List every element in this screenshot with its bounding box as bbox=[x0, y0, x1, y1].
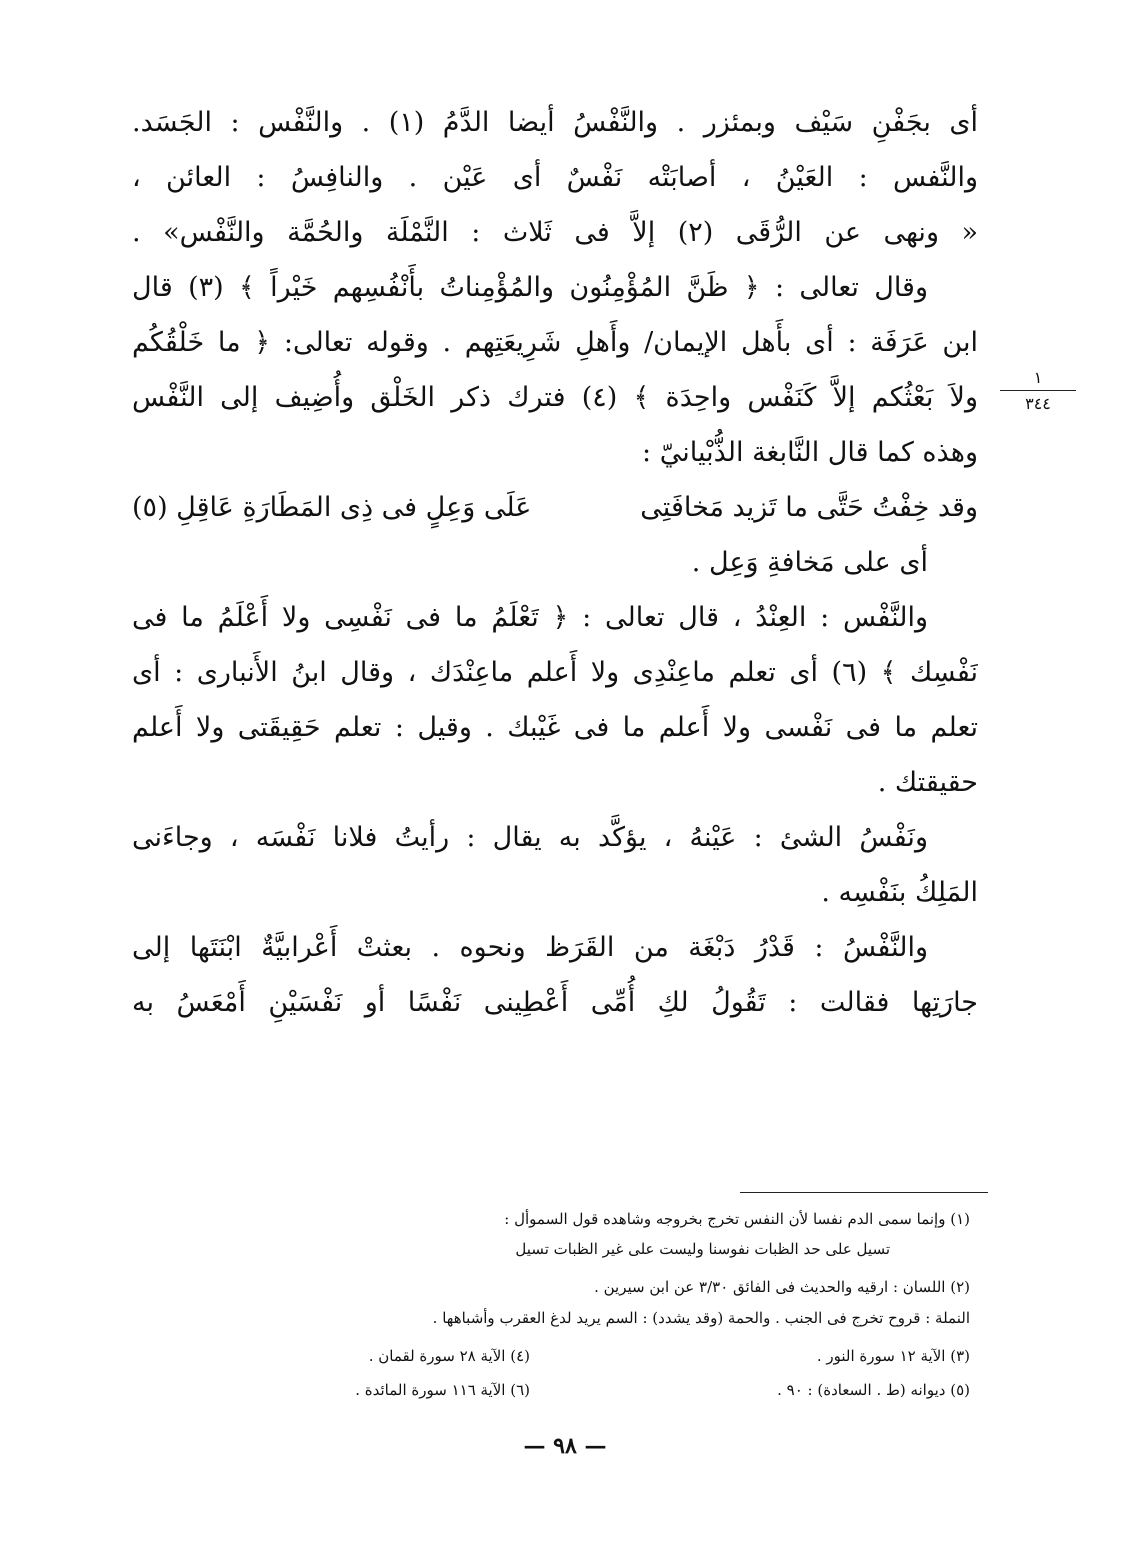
poem-hemistich-left: عَلَى وَعِلٍ فى ذِى المَطَارَةِ عَاقِلِ (٥) bbox=[132, 492, 532, 523]
footnote-2-gloss: النملة : قروح تخرج فى الجنب . والحمة (وقد يشدد) : السم يريد لدغ العقرب وأشباهها . bbox=[432, 1309, 970, 1327]
footnote-separator bbox=[740, 1192, 988, 1193]
folio-note-rule bbox=[1000, 390, 1076, 391]
text-line: حقيقتك . bbox=[877, 767, 978, 798]
main-text bbox=[132, 95, 978, 1030]
text-line: ونَفْسُ الشئ : عَيْنهُ ، يؤكَّد به يقال : رأيتُ فلانا نَفْسَه ، وجاءَنى bbox=[132, 822, 928, 853]
page-number: — ٩٨ — bbox=[523, 1433, 607, 1459]
footnote-5: (٥) ديوانه (ط . السعادة) : ٩٠ . bbox=[777, 1381, 970, 1399]
footnote-4: (٤) الآية ٢٨ سورة لقمان . bbox=[368, 1347, 530, 1365]
text-line: ابن عَرَفَة : أى بأَهل الإيمان/ وأَهلِ شَرِيعَتِهم . وقوله تعالى: ﴿ ما خَلْقُكُم bbox=[132, 327, 978, 358]
text-line: تعلم ما فى نَفْسى ولا أَعلم ما فى غَيْبك . وقيل : تعلم حَقِيقَتى ولا أَعلم bbox=[132, 712, 978, 743]
text-line: ولاَ بَعْثُكم إلاَّ كَنَفْس واحِدَة ﴾ (٤) فترك ذكر الخَلْق وأُضِيف إلى النَّفْس bbox=[132, 382, 978, 413]
text-line: وقال تعالى : ﴿ ظَنَّ المُؤْمِنُون والمُؤْمِناتُ بأَنْفُسِهم خَيْراً ﴾ (٣) قال bbox=[132, 272, 928, 303]
text-line: « ونهى عن الرُّقَى (٢) إلاَّ فى ثَلاث : النَّمْلَة والحُمَّة والنَّفْس» . bbox=[132, 217, 978, 248]
text-line: جارَتِها فقالت : تَقُولُ لكِ أُمِّى أَعْطِينى نَفْسًا أو نَفْسَيْنِ أَمْعَسُ به bbox=[132, 987, 978, 1018]
text-line: وهذه كما قال النَّابغة الذُّبْيانيّ : bbox=[642, 437, 978, 468]
text-line: والنَّفس : العَيْنُ ، أصابَتْه نَفْسٌ أى عَيْن . والنافِسُ : العائن ، bbox=[132, 162, 978, 193]
text-line: أى على مَخافةِ وَعِل . bbox=[691, 547, 928, 578]
footnote-1-verse: تسيل على حد الظبات نفوسنا وليست على غير الظبات تسيل bbox=[515, 1240, 890, 1258]
folio-note-bottom: ٣٤٤ bbox=[1025, 394, 1051, 413]
text-line: والنَّفْس : العِنْدُ ، قال تعالى : ﴿ تَعْلَمُ ما فى نَفْسِى ولا أَعْلَمُ ما فى bbox=[132, 602, 928, 633]
footnote-2: (٢) اللسان : ارقيه والحديث فى الفائق ٣/٣٠ عن ابن سيرين . bbox=[594, 1278, 970, 1296]
text-line: نَفْسِك ﴾ (٦) أى تعلم ماعِنْدِى ولا أَعلم ماعِنْدَك ، وقال ابنُ الأَنبارى : أى bbox=[132, 657, 978, 688]
folio-note-top: ١ bbox=[1033, 368, 1043, 387]
footnote-6: (٦) الآية ١١٦ سورة المائدة . bbox=[355, 1381, 530, 1399]
text-line: والنَّفْسُ : قَدْرُ دَبْغَة من القَرَظ ونحوه . بعثتْ أَعْرابيَّةٌ ابْنَتَها إلى bbox=[132, 932, 928, 963]
poem-hemistich-right: وقد خِفْتُ حَتَّى ما تَزيد مَخافَتِى bbox=[640, 492, 978, 523]
text-line: أى بجَفْنِ سَيْف وبمئزر . والنَّفْسُ أيضا الدَّمُ (١) . والنَّفْس : الجَسَد. bbox=[132, 107, 978, 138]
poem-verse bbox=[132, 480, 978, 535]
footnote-3: (٣) الآية ١٢ سورة النور . bbox=[816, 1347, 970, 1365]
manuscript-folio-note bbox=[1000, 368, 1076, 413]
footnote-1: (١) وإنما سمى الدم نفسا لأن النفس تخرج بخروجه وشاهده قول السموأل : bbox=[504, 1210, 970, 1228]
text-line: المَلِكُ بنَفْسِه . bbox=[821, 877, 978, 908]
